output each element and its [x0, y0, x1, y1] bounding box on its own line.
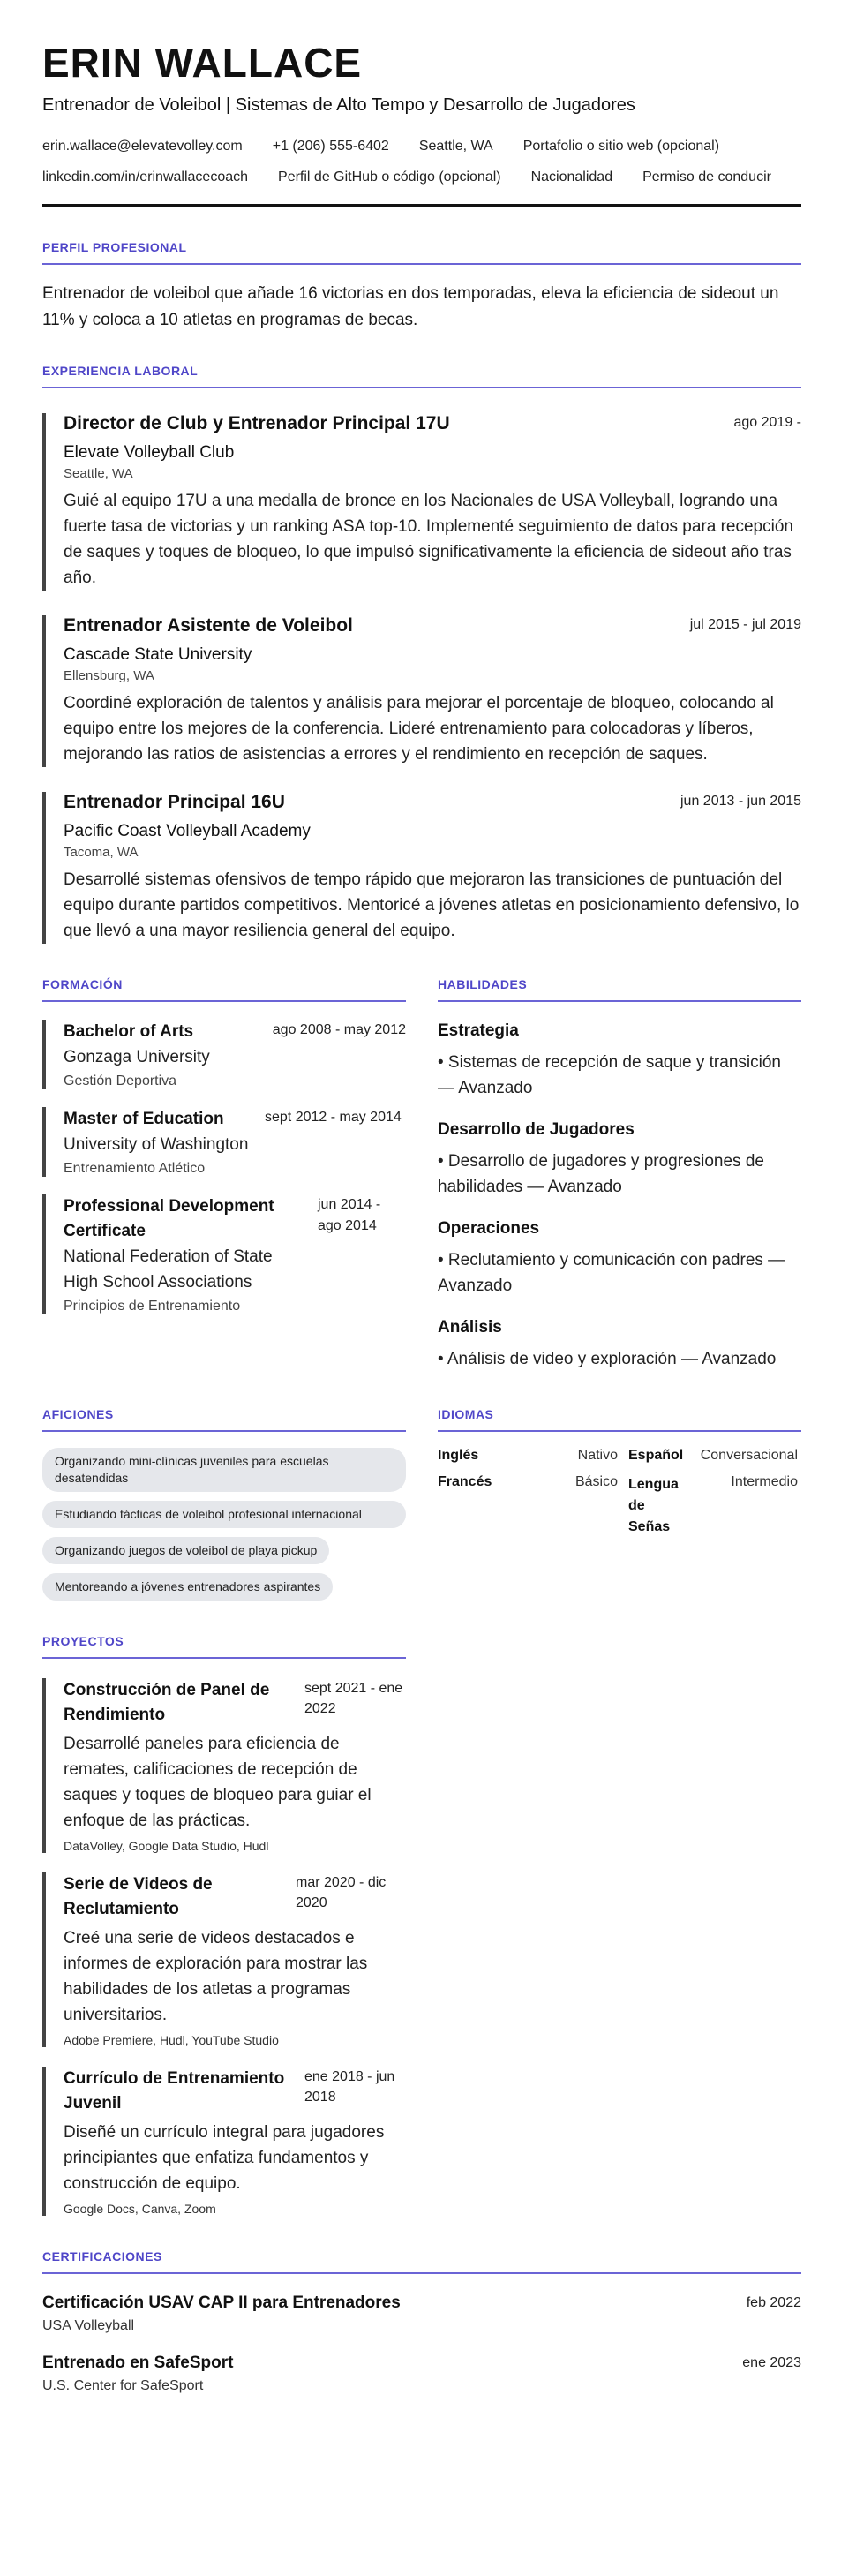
education-field: Gestión Deportiva — [64, 1073, 177, 1088]
job-location: Tacoma, WA — [64, 845, 139, 860]
education-degree: Bachelor of Arts — [64, 1022, 194, 1041]
education-date: jun 2014 - ago 2014 — [318, 1197, 381, 1233]
job-company: Cascade State University — [64, 645, 252, 664]
job-date: jul 2015 - jul 2019 — [689, 617, 801, 632]
education-school: Gonzaga University — [64, 1048, 210, 1066]
contact-github[interactable]: Perfil de GitHub o código (opcional) — [278, 169, 501, 185]
education-field: Principios de Entrenamiento — [64, 1299, 241, 1314]
job-date: jun 2013 - jun 2015 — [680, 794, 801, 809]
certification-name: Certificación USAV CAP II para Entrenadores — [42, 2294, 401, 2312]
certification-date: feb 2022 — [746, 2295, 801, 2310]
job-description: Coordiné exploración de talentos y análisis para mejorar el porcentaje de bloqueo, colocando al equipo entre los mejores de la conferencia. Lideré entrenamiento para colocadoras y líberos, mejorando las ratios de asistencias a errores y el rendimiento en recepción de saques. — [64, 694, 774, 764]
project-date: sept 2021 - ene 2022 — [304, 1681, 403, 1716]
skill-item: • Sistemas de recepción de saque y transición — Avanzado — [438, 1053, 781, 1097]
project-date: mar 2020 - dic 2020 — [296, 1875, 387, 1910]
header-divider — [42, 204, 801, 207]
certification-org: U.S. Center for SafeSport — [42, 2378, 204, 2393]
contact-email[interactable]: erin.wallace@elevatevolley.com — [42, 139, 243, 154]
section-title-projects: PROYECTOS — [42, 1634, 406, 1659]
certification-org: USA Volleyball — [42, 2318, 135, 2333]
language-level: Intermedio — [731, 1474, 798, 1489]
skill-group — [438, 1120, 801, 1200]
project-description: Diseñé un currículo integral para jugadores principiantes que enfatiza fundamentos y construcción de equipo. — [64, 2123, 385, 2193]
section-title-experience: EXPERIENCIA LABORAL — [42, 364, 801, 388]
job-date: ago 2019 - — [733, 415, 801, 430]
skill-group — [438, 1219, 801, 1299]
profile-section — [42, 240, 801, 334]
job-company: Elevate Volleyball Club — [64, 443, 235, 462]
job-title: Entrenador Asistente de Voleibol — [64, 615, 353, 636]
certification-entry — [42, 2354, 801, 2394]
project-date: ene 2018 - jun 2018 — [304, 2069, 395, 2105]
job-description: Guié al equipo 17U a una medalla de bronce en los Nacionales de USA Volleyball, logrando una fuerte tasa de victorias y un ranking ASA top-10. Implementé seguimiento de datos para recepción de saques y toques de bloqueo, lo que impulsó significativamente la eficiencia de sideout año tras año. — [64, 492, 793, 587]
contact-info — [42, 139, 801, 185]
education-school: University of Washington — [64, 1135, 249, 1154]
section-title-skills: HABILIDADES — [438, 977, 801, 1002]
section-title-profile: PERFIL PROFESIONAL — [42, 240, 801, 265]
job-company: Pacific Coast Volleyball Academy — [64, 822, 311, 840]
skill-category: Operaciones — [438, 1219, 540, 1238]
education-entry — [42, 1107, 406, 1177]
project-description: Creé una serie de videos destacados e informes de exploración para mostrar las habilidades de los atletas a programas universitarios. — [64, 1929, 368, 2024]
languages-section — [438, 1407, 801, 1601]
education-entry — [42, 1194, 406, 1314]
education-section — [42, 977, 406, 1372]
contact-location: Seattle, WA — [418, 139, 493, 154]
hobby-list — [42, 1439, 406, 1601]
job-entry — [42, 792, 801, 944]
job-entry — [42, 413, 801, 591]
skill-category: Desarrollo de Jugadores — [438, 1120, 635, 1139]
language-level: Conversacional — [700, 1448, 798, 1463]
language-level: Nativo — [577, 1448, 618, 1463]
project-tech: Adobe Premiere, Hudl, YouTube Studio — [64, 2033, 279, 2047]
job-entry — [42, 615, 801, 767]
education-date: ago 2008 - may 2012 — [272, 1022, 406, 1037]
job-title: Director de Club y Entrenador Principal 17U — [64, 413, 450, 433]
skill-group — [438, 1021, 801, 1101]
profile-summary: Entrenador de voleibol que añade 16 victorias en dos temporadas, eleva la eficiencia de sideout un 11% y coloca a 10 atletas en programas de becas. — [42, 284, 779, 329]
resume-header — [42, 42, 801, 207]
education-date: sept 2012 - may 2014 — [265, 1110, 402, 1125]
certification-entry — [42, 2294, 801, 2334]
project-title: Currículo de Entrenamiento Juvenil — [64, 2069, 285, 2113]
project-description: Desarrollé paneles para eficiencia de remates, calificaciones de recepción de saques y toques de bloqueo para guiar el enfoque de las prácticas. — [64, 1735, 372, 1830]
language-list — [438, 1448, 801, 1538]
project-title: Serie de Videos de Reclutamiento — [64, 1875, 213, 1918]
certification-date: ene 2023 — [742, 2355, 801, 2370]
language-level: Básico — [574, 1474, 618, 1489]
skill-item: • Análisis de video y exploración — Avanzado — [438, 1350, 777, 1368]
project-tech: Google Docs, Canva, Zoom — [64, 2202, 216, 2216]
hobby-tag: Estudiando tácticas de voleibol profesional internacional — [42, 1501, 406, 1528]
section-title-languages: IDIOMAS — [438, 1407, 801, 1432]
resume-page — [42, 42, 801, 2394]
language-name: Inglés — [438, 1448, 479, 1463]
project-title: Construcción de Panel de Rendimiento — [64, 1681, 270, 1724]
skill-item: • Reclutamiento y comunicación con padres — Avanzado — [438, 1251, 785, 1295]
education-school: National Federation of State High School Associations — [64, 1247, 273, 1292]
job-location: Ellensburg, WA — [64, 668, 154, 683]
job-description: Desarrollé sistemas ofensivos de tempo rápido que mejoraron las transiciones de puntuación del equipo durante partidos competitivos. Mentoricé a jóvenes atletas en posicionamiento defensivo, lo que llevó a una mayor resiliencia general del equipo. — [64, 870, 800, 940]
hobbies-section — [42, 1407, 406, 1601]
education-degree: Master of Education — [64, 1110, 224, 1128]
hobby-tag: Organizando juegos de voleibol de playa pickup — [42, 1537, 329, 1564]
contact-phone[interactable]: +1 (206) 555-6402 — [272, 139, 389, 154]
projects-section — [42, 1634, 406, 2216]
candidate-subtitle: Entrenador de Voleibol | Sistemas de Alto Tempo y Desarrollo de Jugadores — [42, 95, 635, 115]
contact-linkedin[interactable]: linkedin.com/in/erinwallacecoach — [42, 169, 249, 185]
project-tech: DataVolley, Google Data Studio, Hudl — [64, 1839, 269, 1853]
section-title-education: FORMACIÓN — [42, 977, 406, 1002]
contact-license: Permiso de conducir — [642, 169, 771, 185]
contact-nationality: Nacionalidad — [530, 169, 613, 185]
certifications-section — [42, 2249, 801, 2394]
language-name: Lengua de Señas — [628, 1477, 679, 1534]
job-location: Seattle, WA — [64, 466, 133, 481]
candidate-name: ERIN WALLACE — [42, 40, 363, 86]
education-degree: Professional Development Certificate — [64, 1197, 274, 1240]
language-name: Francés — [438, 1474, 492, 1489]
project-entry — [42, 1678, 406, 1853]
skill-item: • Desarrollo de jugadores y progresiones de habilidades — Avanzado — [438, 1152, 764, 1196]
skill-category: Análisis — [438, 1318, 502, 1337]
section-title-certifications: CERTIFICACIONES — [42, 2249, 801, 2274]
education-skills-row — [42, 977, 801, 1372]
project-entry — [42, 2067, 406, 2216]
skills-section — [438, 977, 801, 1372]
education-entry — [42, 1020, 406, 1089]
language-name: Español — [628, 1448, 684, 1463]
hobby-tag: Organizando mini-clínicas juveniles para escuelas desatendidas — [42, 1448, 406, 1492]
skill-category: Estrategia — [438, 1021, 519, 1040]
hobby-tag: Mentoreando a jóvenes entrenadores aspirantes — [42, 1573, 333, 1601]
project-entry — [42, 1872, 406, 2047]
section-title-hobbies: AFICIONES — [42, 1407, 406, 1432]
contact-portfolio[interactable]: Portafolio o sitio web (opcional) — [522, 139, 720, 154]
experience-section — [42, 364, 801, 944]
hobbies-languages-row — [42, 1407, 801, 1601]
education-field: Entrenamiento Atlético — [64, 1161, 206, 1176]
job-title: Entrenador Principal 16U — [64, 792, 285, 812]
certification-name: Entrenado en SafeSport — [42, 2354, 234, 2372]
skill-group — [438, 1318, 801, 1372]
